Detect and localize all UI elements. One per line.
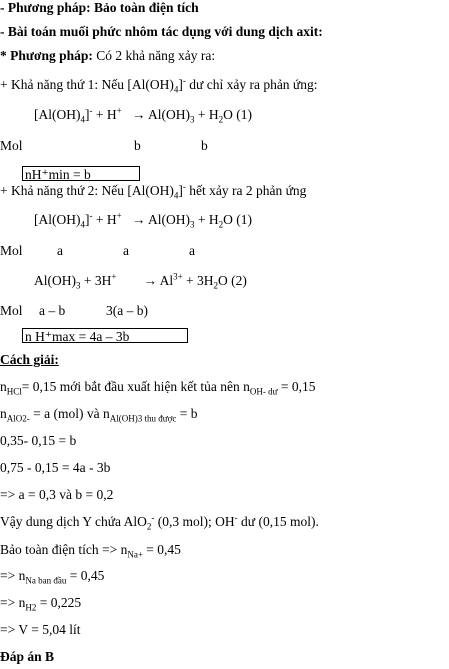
r2-left: [Al(OH)	[34, 212, 81, 227]
r1-product: Al(OH)	[145, 107, 190, 122]
s1-value: = 0,15	[277, 379, 316, 394]
case1-text2: dư chỉ xảy ra phản ứng:	[185, 77, 318, 92]
s7-text: Bảo toàn điện tích => n	[0, 542, 128, 557]
solution-title: Cách giải:	[0, 352, 59, 367]
case1-text: + Khả năng thứ 1: Nếu [Al(OH)	[0, 77, 174, 92]
solution-step-3: 0,35- 0,15 = b	[0, 433, 77, 448]
sub-4: 4	[173, 84, 179, 95]
r1-water: + H	[194, 107, 219, 122]
solution-step-1	[0, 379, 315, 395]
mol1-v2: b	[201, 138, 208, 153]
case1-bracket: ]	[178, 77, 183, 92]
sup-plus: +	[111, 271, 117, 282]
sub-4: 4	[173, 190, 179, 201]
s6-text3: dư (0,15 mol).	[237, 514, 319, 529]
s8-value: = 0,45	[66, 568, 105, 583]
case2-line	[0, 183, 306, 199]
box-nh-max: n H⁺max = 4a – 3b	[22, 328, 188, 343]
solution-step-10: => V = 5,04 lít	[0, 622, 81, 637]
s9-text: => n	[0, 595, 26, 610]
s2-n: n	[0, 406, 7, 421]
final-answer: Đáp án B	[0, 649, 55, 664]
sub-4: 4	[80, 219, 85, 230]
reaction1	[34, 107, 252, 123]
sub-4: 4	[80, 114, 85, 125]
s2-sub2: Al(OH)3 thu được	[109, 413, 177, 424]
sub-3: 3	[189, 114, 195, 125]
r1-bracket: ]	[85, 107, 90, 122]
case2-text2: hết xảy ra 2 phản ứng	[185, 183, 307, 198]
sup-minus: -	[182, 181, 186, 192]
s6-text2: (0,3 mol); OH	[154, 514, 235, 529]
s2-value: = b	[176, 406, 198, 421]
s9-value: = 0,225	[36, 595, 82, 610]
solution-step-6	[0, 514, 319, 530]
reaction2	[34, 212, 252, 228]
solution-step-8	[0, 568, 104, 584]
sub-3: 3	[189, 219, 195, 230]
s2-text: = a (mol) và n	[29, 406, 110, 421]
mol2-v3: a	[189, 243, 195, 258]
mol2-v2: a	[123, 243, 129, 258]
arrow-icon: →	[143, 273, 157, 288]
mol1-label: Mol	[0, 138, 23, 153]
arrow-icon: →	[131, 107, 146, 122]
problem-type-line: - Bài toán muối phức nhôm tác dụng với dung dịch axit:	[0, 24, 323, 39]
s1-text: = 0,15 mới bắt đầu xuất hiện kết tủa nên n	[21, 379, 250, 394]
method-line: - Phương pháp: Bảo toàn điện tích	[0, 0, 199, 15]
solution-step-4: 0,75 - 0,15 = 4a - 3b	[0, 460, 111, 475]
r3-h: + 3H	[80, 273, 112, 288]
r1-left: [Al(OH)	[34, 107, 81, 122]
method-intro	[0, 48, 215, 64]
method-text: Có 2 khả năng xảy ra:	[92, 48, 216, 63]
mol3-label: Mol	[0, 303, 23, 318]
solution-step-7	[0, 542, 181, 558]
sub-2: 2	[213, 280, 219, 291]
s1-sub: HCl	[6, 386, 22, 397]
mol2-v1: a	[57, 243, 63, 258]
r3-water-o: O (2)	[218, 273, 247, 288]
s1-sub2: OH- dư	[249, 386, 278, 397]
case2-bracket: ]	[178, 183, 183, 198]
solution-step-5: => a = 0,3 và b = 0,2	[0, 487, 114, 502]
case1-line	[0, 77, 318, 93]
s6-text: Vậy dung dịch Y chứa AlO	[0, 514, 147, 529]
mol3-v2: 3(a – b)	[106, 303, 148, 318]
sup-minus: -	[151, 512, 155, 523]
sup-plus: +	[116, 105, 122, 116]
sub-2: 2	[218, 114, 224, 125]
s2-sub: AlO2-	[6, 413, 30, 424]
r2-product: Al(OH)	[145, 212, 190, 227]
r2-water: + H	[194, 212, 219, 227]
s7-value: = 0,45	[142, 542, 181, 557]
s9-sub: H2	[25, 602, 37, 613]
s1-n: n	[0, 379, 7, 394]
solution-step-2	[0, 406, 197, 422]
r2-h: + H	[92, 212, 117, 227]
s8-sub: Na ban đầu	[25, 575, 67, 586]
s7-sub: Na+	[127, 549, 143, 560]
r2-bracket: ]	[85, 212, 90, 227]
mol1-v1: b	[134, 138, 141, 153]
sup-3plus: 3+	[173, 271, 183, 282]
method-label: * Phương pháp:	[0, 48, 93, 63]
case2-text: + Khả năng thứ 2: Nếu [Al(OH)	[0, 183, 174, 198]
sup-minus: -	[89, 210, 93, 221]
arrow-icon: →	[131, 212, 146, 227]
sup-plus: +	[116, 210, 122, 221]
box-nh-min: nH⁺min = b	[22, 166, 140, 181]
r3-product: Al	[156, 273, 174, 288]
sub-2: 2	[218, 219, 224, 230]
sup-minus: -	[89, 105, 93, 116]
reaction3	[34, 273, 247, 289]
solution-step-9	[0, 595, 81, 611]
mol3-v1: a – b	[39, 303, 66, 318]
sup-minus: -	[234, 512, 238, 523]
s8-text: => n	[0, 568, 26, 583]
sub-3: 3	[76, 280, 81, 291]
r1-h: + H	[92, 107, 117, 122]
sub-2: 2	[146, 521, 152, 532]
r3-water: + 3H	[182, 273, 214, 288]
r3-left: Al(OH)	[34, 273, 76, 288]
r1-water-o: O (1)	[223, 107, 252, 122]
sup-minus: -	[182, 75, 186, 86]
r2-water-o: O (1)	[223, 212, 252, 227]
mol2-label: Mol	[0, 243, 23, 258]
